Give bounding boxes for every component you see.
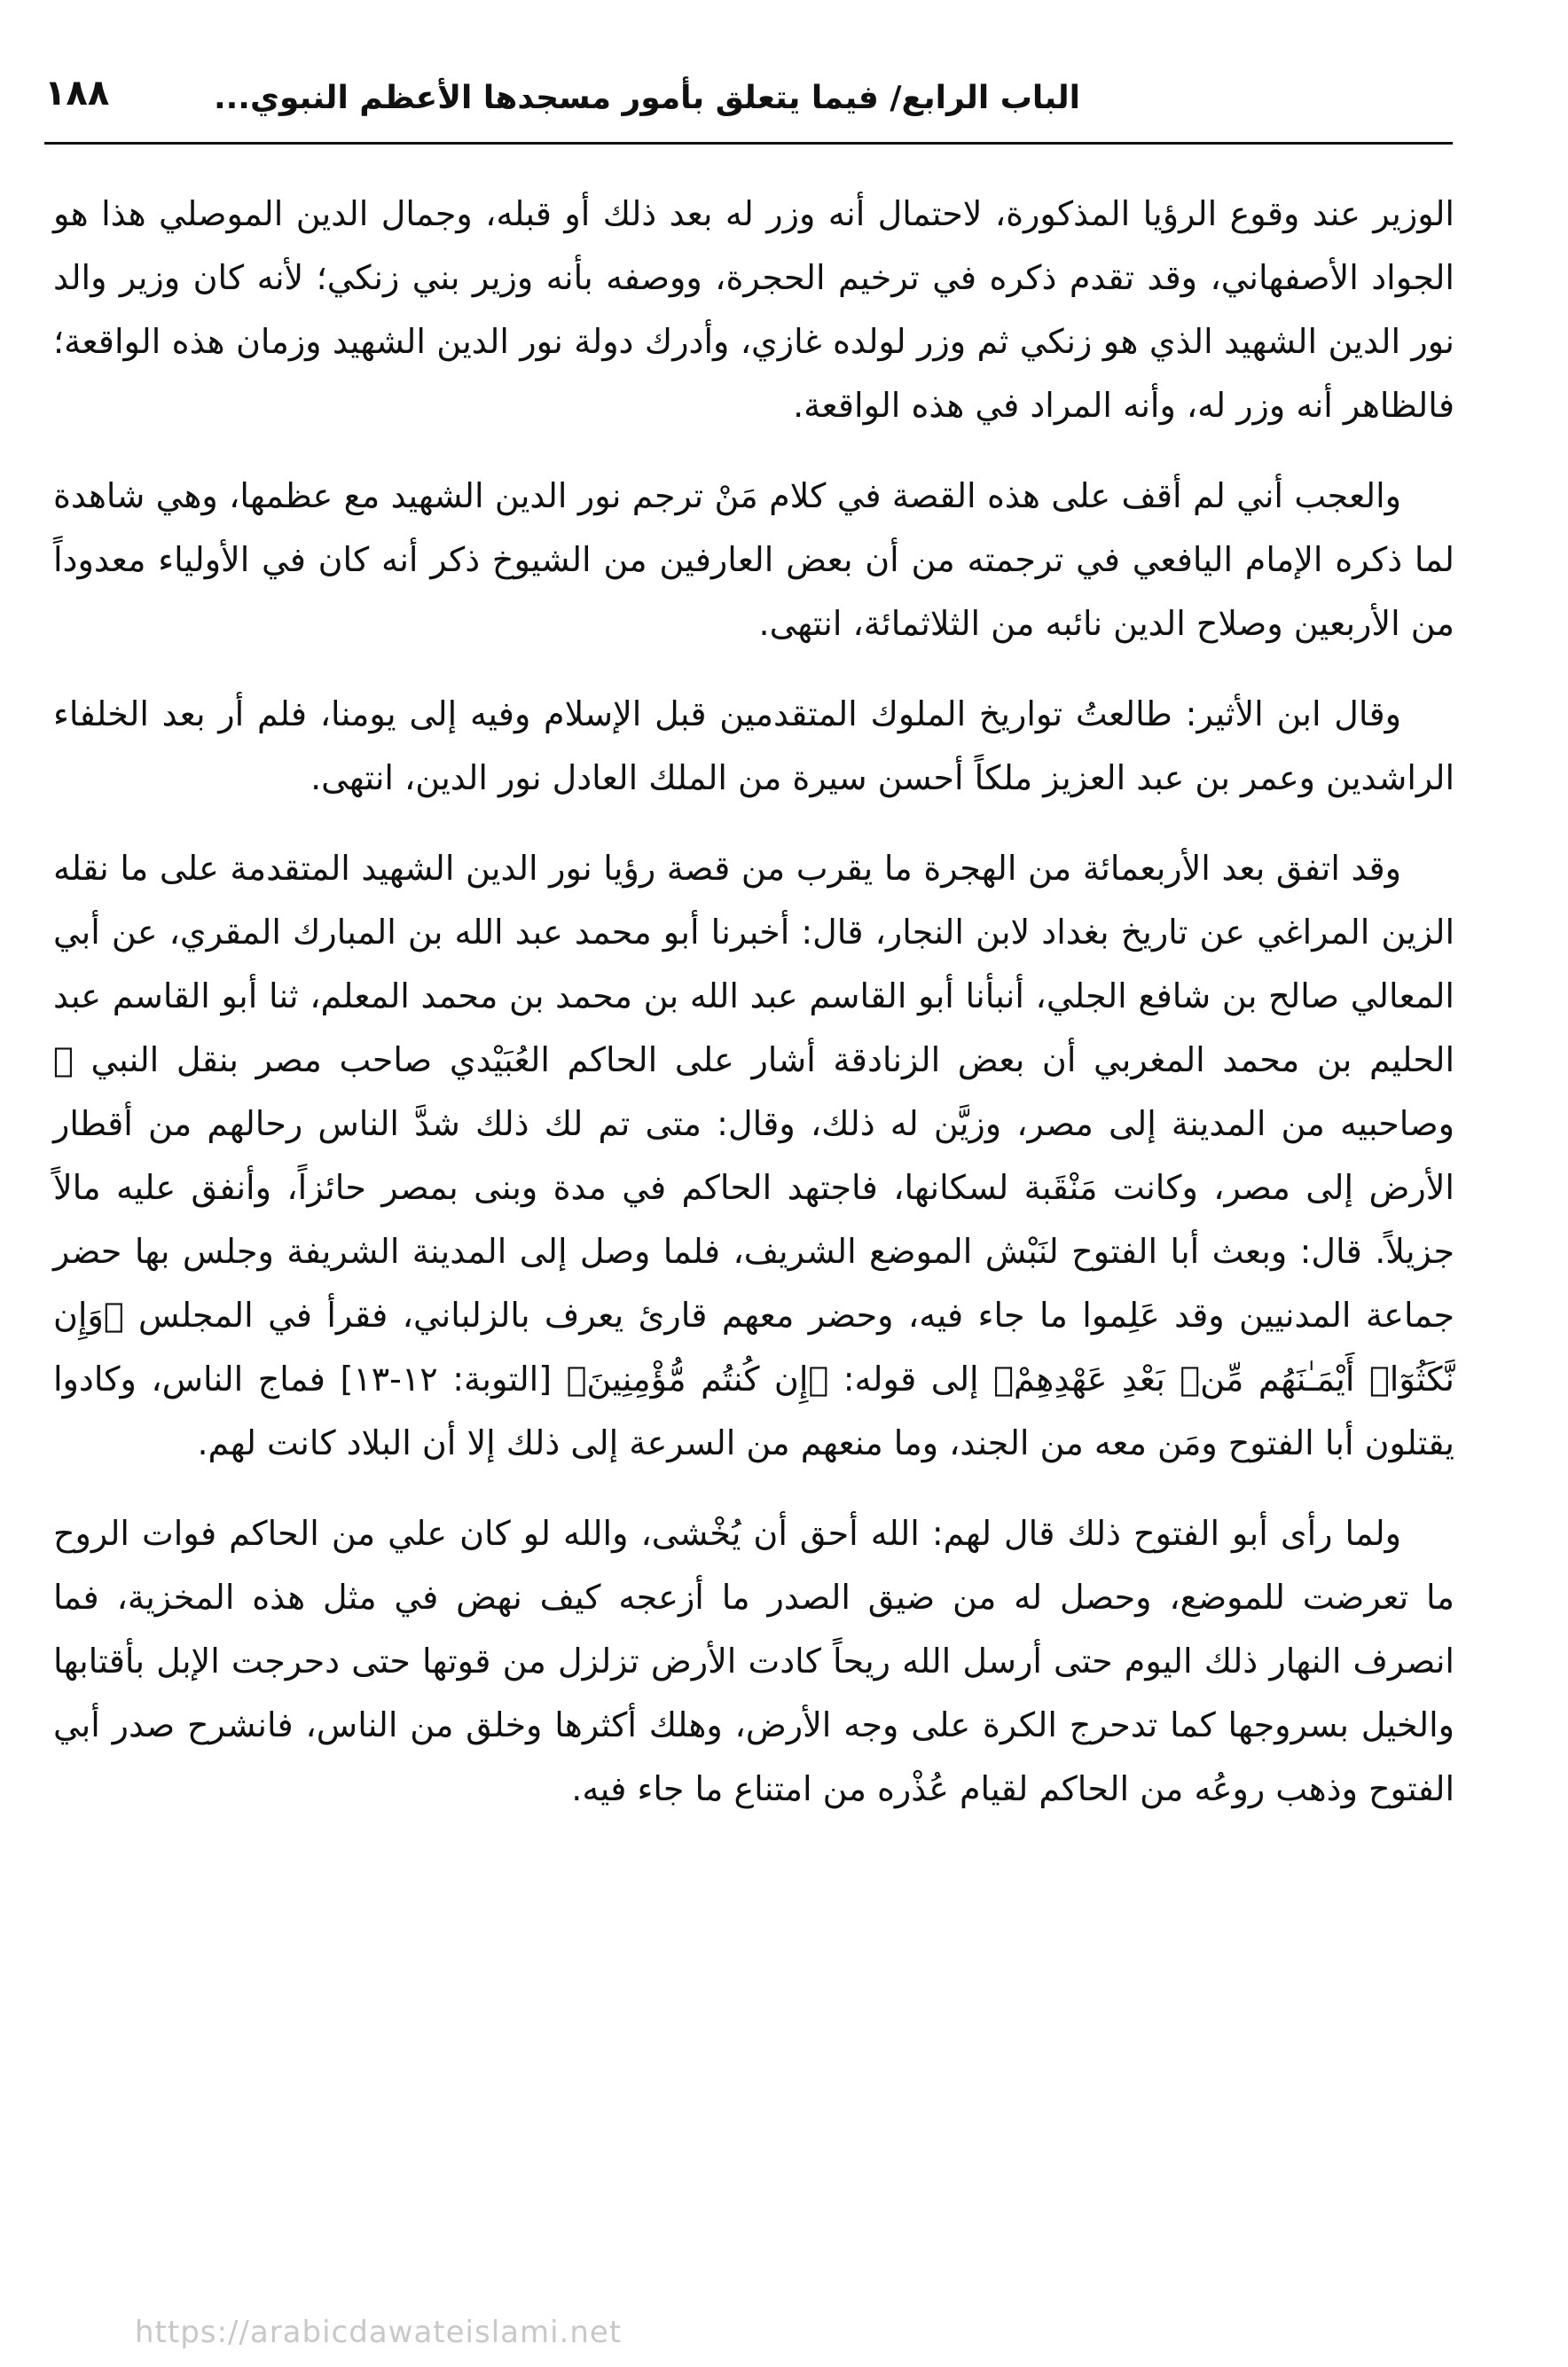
paragraph-4: وقد اتفق بعد الأربعمائة من الهجرة ما يقرب من قصة رؤيا نور الدين الشهيد المتقدمة على ما نقله الزين المراغي عن تاريخ بغداد لابن النجار، قال: أخبرنا أبو محمد عبد الله بن المبارك المقري، عن أبي المعالي صالح بن شافع الجلي، أنبأنا أبو القاسم عبد الله بن محمد بن محمد المعلم، ثنا أبو القاسم عبد الحليم بن محمد المغربي أن بعض الزنادقة أشار على الحاكم العُبَيْدي صاحب مصر بنقل النبي ﷺ وصاحبيه من المدينة إلى مصر، وزيَّن له ذلك، وقال: متى تم لك ذلك شدَّ الناس رحالهم من أقطار الأرض إلى مصر، وكانت مَنْقَبة لسكانها، فاجتهد الحاكم في مدة وبنى بمصر حائزاً، وأنفق عليه مالاً جزيلاً. قال: وبعث أبا الفتوح لنَبْش الموضع الشريف، فلما وصل إلى المدينة الشريفة وجلس بها حضر جماعة المدنيين وقد عَلِموا ما جاء فيه، وحضر معهم قارئ يعرف بالزلباني، فقرأ في المجلس ﴿وَإِن نَّكَثُوٓا۟ أَيْمَـٰنَهُم مِّنۢ بَعْدِ عَهْدِهِمْ﴾ إلى قوله: ﴿إِن كُنتُم مُّؤْمِنِينَ﴾ [التوبة: ١٢-١٣] فماج الناس، وكادوا يقتلون أبا الفتوح ومَن معه من الجند، وما منعهم من السرعة إلى ذلك إلا أن البلاد كانت لهم. — [53, 849, 1454, 1462]
paragraph-1: الوزير عند وقوع الرؤيا المذكورة، لاحتمال أنه وزر له بعد ذلك أو قبله، وجمال الدين الموصلي هذا هو الجواد الأصفهاني، وقد تقدم ذكره في ترخيم الحجرة، ووصفه بأنه وزير بني زنكي؛ لأنه كان وزير والد نور الدين الشهيد الذي هو زنكي ثم وزر لولده غازي، وأدرك دولة نور الدين الشهيد وزمان هذه الواقعة؛ فالظاهر أنه وزر له، وأنه المراد في هذه الواقعة. — [53, 194, 1454, 425]
paragraph-5: ولما رأى أبو الفتوح ذلك قال لهم: الله أحق أن يُخْشى، والله لو كان علي من الحاكم فوات الروح ما تعرضت للموضع، وحصل له من ضيق الصدر ما أزعجه كيف نهض في مثل هذه المخزية، فما انصرف النهار ذلك اليوم حتى أرسل الله ريحاً كادت الأرض تزلزل من قوتها حتى دحرجت الإبل بأقتابها والخيل بسروجها كما تدحرج الكرة على وجه الأرض، وهلك أكثرها وخلق من الناس، فانشرح صدر أبي الفتوح وذهب روعُه من الحاكم لقيام عُذْره من امتناع ما جاء فيه. — [53, 1514, 1454, 1808]
paragraph-2: والعجب أني لم أقف على هذه القصة في كلام مَنْ ترجم نور الدين الشهيد مع عظمها، وهي شاهدة لما ذكره الإمام اليافعي في ترجمته من أن بعض العارفين من الشيوخ ذكر أنه كان في الأولياء معدوداً من الأربعين وصلاح الدين نائبه من الثلاثمائة، انتهى. — [53, 476, 1454, 643]
chapter-title: الباب الرابع/ فيما يتعلق بأمور مسجدها الأعظم النبوي... — [213, 80, 1080, 116]
paragraph-3: وقال ابن الأثير: طالعتُ تواريخ الملوك المتقدمين قبل الإسلام وفيه إلى يومنا، فلم أر بعد الخلفاء الراشدين وعمر بن عبد العزيز ملكاً أحسن سيرة من الملك العادل نور الدين، انتهى. — [53, 694, 1454, 797]
header-divider — [44, 142, 1453, 145]
watermark-url: https://arabicdawateislami.net — [135, 2315, 623, 2350]
page-number: ١٨٨ — [44, 73, 110, 114]
body-text — [53, 182, 1454, 1847]
running-header — [44, 73, 1453, 144]
